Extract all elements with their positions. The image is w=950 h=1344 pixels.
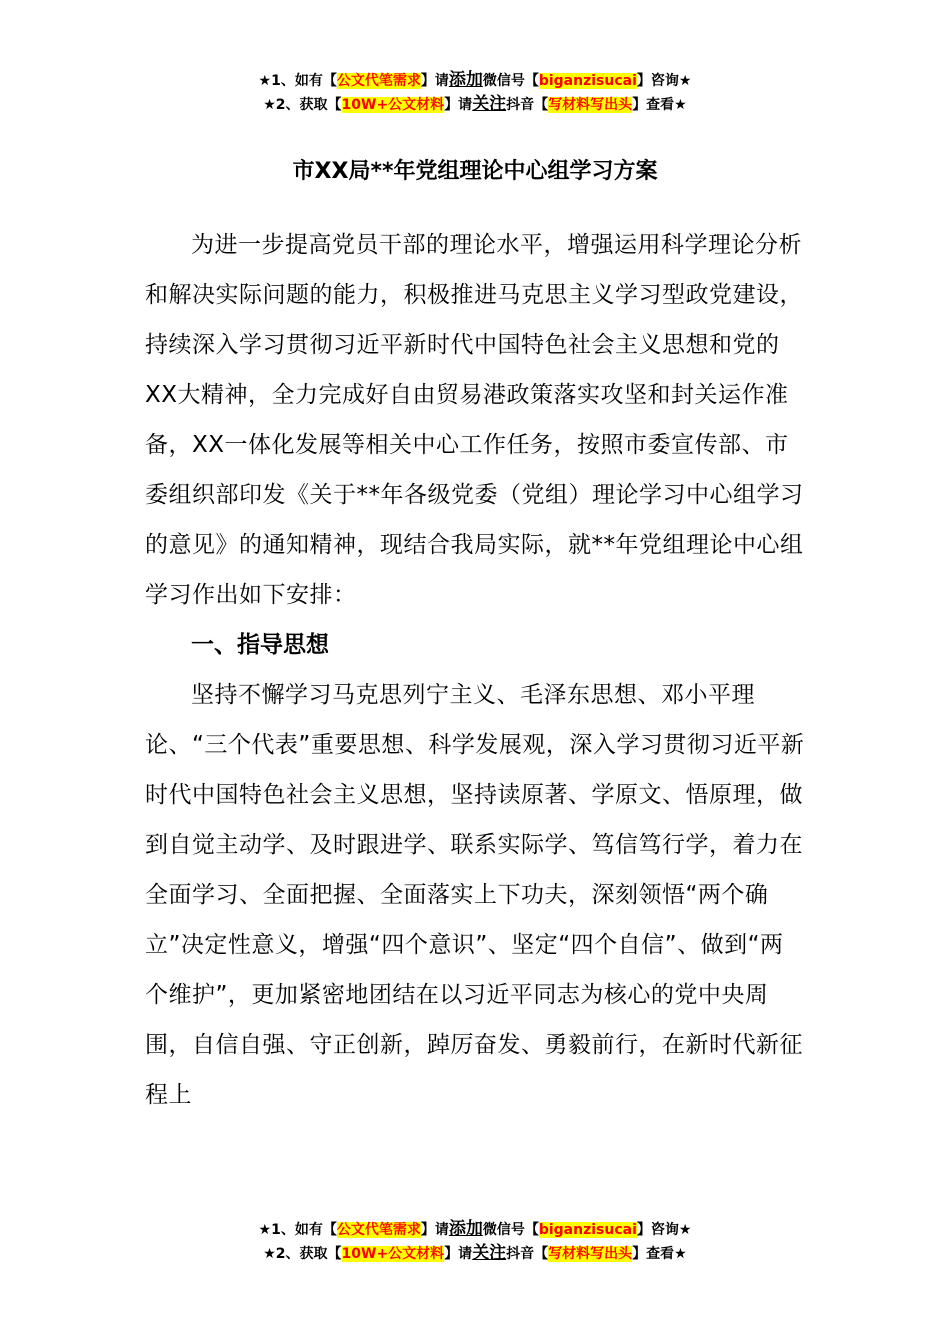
intro-paragraph: 为进一步提高党员干部的理论水平，增强运用科学理论分析和解决实际问题的能力，积极推进马克思主义学习型政党建设，持续深入学习贯彻习近平新时代中国特色社会主义思想和党的XX大精神，全力完成好自由贸易港政策落实攻坚和封关运作准备，XX一体化发展等相关中心工作任务，按照市委宣传部、市委组织部印发《关于**年各级党委（党组）理论学习中心组学习的意见》的通知精神，现结合我局实际，就**年党组理论中心组学习作出如下安排：: [145, 232, 804, 608]
promo-line-2: ★2、获取【10W+公文材料】请关注抖音【写材料写出头】查看★: [263, 1243, 687, 1263]
douyin-account: 写材料写出头: [548, 97, 633, 113]
promo-line-1: ★1、如有【公文代笔需求】请添加微信号【biganzisucai】咨询★: [258, 70, 692, 90]
highlight-text: 10W+公文材料: [341, 97, 445, 113]
document-body: [145, 220, 805, 1120]
highlight-text: 10W+公文材料: [341, 1246, 445, 1262]
highlight-text: 公文代笔需求: [336, 1222, 421, 1238]
promo-banner-bottom: [0, 1217, 950, 1265]
promo-line-1: ★1、如有【公文代笔需求】请添加微信号【biganzisucai】咨询★: [258, 1219, 692, 1239]
wechat-id: biganzisucai: [538, 73, 637, 89]
document-title: 市XX局**年党组理论中心组学习方案: [292, 159, 658, 184]
section-heading-guiding-ideology: 一、指导思想: [191, 632, 329, 658]
promo-line-2: ★2、获取【10W+公文材料】请关注抖音【写材料写出头】查看★: [263, 94, 687, 114]
highlight-text: 公文代笔需求: [336, 73, 421, 89]
emphasis-text: 添加: [448, 1219, 483, 1239]
douyin-account: 写材料写出头: [548, 1246, 633, 1262]
wechat-id: biganzisucai: [538, 1222, 637, 1238]
emphasis-text: 关注: [472, 94, 507, 114]
emphasis-text: 关注: [472, 1243, 507, 1263]
emphasis-text: 添加: [448, 70, 483, 90]
section-paragraph: 坚持不懈学习马克思列宁主义、毛泽东思想、邓小平理论、“三个代表”重要思想、科学发展观，深入学习贯彻习近平新时代中国特色社会主义思想，坚持读原著、学原文、悟原理，做到自觉主动学、及时跟进学、联系实际学、笃信笃行学，着力在全面学习、全面把握、全面落实上下功夫，深刻领悟“两个确立”决定性意义，增强“四个意识”、坚定“四个自信”、做到“两个维护”，更加紧密地团结在以习近平同志为核心的党中央周围，自信自强、守正创新，踔厉奋发、勇毅前行，在新时代新征程上: [145, 682, 805, 1108]
promo-banner-top: [0, 68, 950, 116]
